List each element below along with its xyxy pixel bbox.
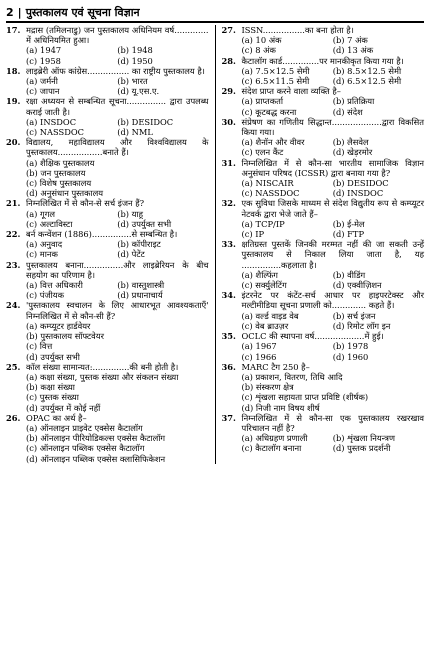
options [242, 311, 425, 331]
option: (c) ऑनलाइन पब्लिक एक्सेस कैटालॉग [26, 443, 145, 454]
question-number: 20. [6, 137, 21, 148]
option: (d) उपर्युक्त सभी [26, 351, 80, 362]
option: (b) 8.5×12.5 सेमी [332, 65, 402, 76]
option: (b) लैसवेल [332, 137, 369, 148]
question-stem [6, 260, 209, 280]
question-stem [222, 362, 425, 372]
question-number: 28. [221, 55, 236, 66]
option: (a) शैल्फिंग [241, 269, 278, 280]
question-item [6, 300, 209, 361]
question-stem [6, 25, 209, 45]
question-stem [6, 198, 209, 208]
question-item [6, 198, 209, 229]
question-columns [6, 25, 424, 464]
question-stem [222, 25, 425, 35]
question-item [6, 96, 209, 137]
option: (c) NASSDOC [241, 188, 300, 199]
question-number: 18. [6, 65, 21, 76]
question-number: 25. [6, 361, 21, 372]
option: (c) 6.5×11.5 सेमी [241, 76, 310, 87]
question-text: विद्यालय, महाविद्यालय और विश्वविद्यालय के पुस्तकालय.................बनाते हैं। [26, 137, 209, 158]
options [26, 76, 209, 96]
option: (d) प्रधानाचार्य [117, 290, 163, 301]
option: (b) कॉपीराइट [117, 239, 161, 250]
option: (b) वास्तुशास्त्री [117, 280, 165, 291]
question-number: 22. [6, 229, 21, 240]
option: (d) 1950 [117, 55, 153, 66]
question-item [6, 66, 209, 97]
question-item [222, 56, 425, 87]
option: (a) INSDOC [26, 116, 77, 127]
option: (a) NISCAIR [241, 178, 294, 189]
question-text: रक्षा अध्ययन से सम्बन्धित सूचना............... द्वारा उपलब्ध कराई जाती है। [26, 96, 209, 117]
question-number: 27. [221, 25, 236, 35]
question-stem [222, 331, 425, 341]
question-number: 23. [6, 259, 21, 270]
option: (b) DESIDOC [332, 178, 389, 189]
question-text: इंटरनेट पर कंटेंट-सर्च आधार पर हाइपरटेक्स्ट और मल्टीमीडिया सूचना प्रणाली को............. कहते हैं। [241, 290, 424, 311]
page-title: पुस्तकालय एवं सूचना विज्ञान [25, 5, 140, 19]
question-item [222, 331, 425, 362]
question-text: 'पुस्तकालय स्वचालन के लिए आधारभूत आवश्यकताएँ' निम्नलिखित में से कौन-सी हैं? [26, 300, 209, 321]
question-text: निम्नलिखित में से कौन-से सर्च इंजन हैं? [26, 198, 145, 209]
option: (a) जर्मनी [26, 76, 58, 87]
option: (b) 7 अंक [332, 35, 368, 46]
option: (a) प्रकाशन, वितरण, तिथि आदि [241, 371, 343, 382]
question-item [222, 117, 425, 158]
options [242, 372, 425, 413]
option: (c) 1966 [241, 351, 277, 362]
question-text: बर्न कन्वेंशन (1886)...............से सम्बन्धित है। [26, 229, 178, 240]
option: (d) खेड़रमोर [332, 147, 373, 158]
question-stem [6, 96, 209, 116]
option: (b) जन पुस्तकालय [26, 167, 86, 178]
question-stem [222, 413, 425, 433]
option: (a) अनुवाद [26, 239, 63, 250]
question-text: मद्रास (तमिलनाडु) जन पुस्तकालय अधिनियम वर्ष............. में अधिनियमित हुआ। [26, 25, 209, 46]
question-stem [222, 158, 425, 178]
option: (b) DESIDOC [117, 116, 174, 127]
option: (c) विशेष पुस्तकालय [26, 178, 92, 189]
option: (a) प्राप्तकर्ता [241, 96, 283, 107]
left-column [6, 25, 215, 464]
options [26, 280, 209, 300]
option: (b) भारत [117, 76, 148, 87]
question-text: OCLC की स्थापना वर्ष...................में हुई। [241, 331, 384, 342]
question-item [222, 413, 425, 454]
question-item [6, 362, 209, 413]
option: (d) 1960 [332, 351, 369, 362]
option: (c) IP [241, 229, 265, 240]
option: (b) संस्करण क्षेत्र [241, 382, 294, 393]
option: (d) रिमोट लॉग इन [332, 320, 391, 331]
option: (c) वित्त [26, 341, 53, 352]
header-separator: | [17, 5, 22, 19]
options [26, 372, 209, 413]
question-number: 35. [221, 331, 236, 342]
question-stem [222, 86, 425, 96]
right-column [215, 25, 425, 464]
question-item [6, 260, 209, 301]
question-item [222, 239, 425, 290]
question-number: 32. [221, 198, 236, 209]
option: (a) वित्त अधिकारी [26, 280, 83, 291]
option: (c) एलन कैंट [241, 147, 284, 158]
option: (b) 1978 [332, 341, 369, 352]
question-item [6, 413, 209, 464]
option: (c) पंजीयक [26, 290, 64, 301]
option: (d) FTP [332, 229, 365, 240]
options [242, 270, 425, 290]
option: (b) ई-मेल [332, 218, 365, 229]
option: (d) 13 अंक [332, 45, 374, 56]
question-text: ISSN................का बना होता है। [241, 25, 354, 35]
question-stem [222, 56, 425, 66]
question-stem [6, 66, 209, 76]
option: (c) पुस्तक संख्या [26, 392, 79, 403]
options [242, 137, 425, 157]
question-stem [6, 413, 209, 423]
option: (c) 8 अंक [241, 45, 276, 56]
options [242, 433, 425, 453]
option: (d) 6.5×12.5 सेमी [332, 76, 402, 87]
options [242, 35, 425, 55]
question-number: 36. [221, 361, 236, 372]
option: (c) 1958 [26, 55, 61, 66]
option: (c) शृंखला सहायता प्राप्त प्रविष्टि (शीर्षक) [241, 392, 369, 403]
option: (c) कैटालॉग बनाना [241, 443, 302, 454]
header-rule [6, 21, 424, 23]
question-item [222, 158, 425, 199]
question-text: OPAC का अर्थ है– [26, 412, 87, 423]
question-item [222, 290, 425, 331]
option: (d) यू.एस.ए. [117, 86, 160, 97]
option: (b) याहू [117, 208, 144, 219]
question-text: MARC टैग 250 है– [241, 361, 310, 372]
question-number: 29. [221, 86, 236, 97]
option: (c) वेब ब्राउज़र [241, 320, 289, 331]
option: (d) एक्वीज़िशन [332, 280, 382, 291]
option: (a) वर्ल्ड वाइड वेब [241, 310, 299, 321]
question-item [222, 198, 425, 239]
option: (a) शैनॉन और वीवर [241, 137, 305, 148]
question-number: 33. [221, 239, 236, 250]
question-stem [6, 229, 209, 239]
question-number: 24. [6, 300, 21, 311]
question-text: कैटालॉग कार्ड..............पर मानकीकृत किया गया है। [241, 55, 404, 66]
options [26, 423, 209, 464]
option: (c) NASSDOC [26, 127, 85, 138]
options [26, 209, 209, 229]
options [242, 178, 425, 198]
option: (a) 1947 [26, 45, 62, 56]
option: (a) 10 अंक [241, 35, 282, 46]
question-item [6, 229, 209, 260]
option: (b) पुस्तकालय सॉफ्टवेयर [26, 331, 104, 342]
option: (d) उपर्युक्त सभी [117, 218, 172, 229]
question-stem [6, 362, 209, 372]
options [26, 321, 209, 362]
question-item [222, 25, 425, 56]
option: (c) मानक [26, 249, 58, 260]
question-number: 21. [6, 198, 21, 209]
option: (a) कक्षा संख्या, पुस्तक संख्या और संकलन संख्या [26, 371, 179, 382]
question-stem [222, 198, 425, 218]
options [242, 341, 425, 361]
option: (b) कक्षा संख्या [26, 382, 75, 393]
question-text: कॉल संख्या सामान्यत:..............की बनी होती है। [26, 361, 179, 372]
question-item [222, 86, 425, 117]
question-stem [222, 239, 425, 270]
options [26, 117, 209, 137]
options [26, 45, 209, 65]
options [26, 239, 209, 259]
question-item [222, 362, 425, 413]
option: (d) उपर्युक्त में कोई नहीं [26, 402, 101, 413]
option: (a) ऑनलाइन प्राइवेट एक्सेस कैटालॉग [26, 422, 143, 433]
options [26, 158, 209, 199]
option: (b) शृंखला नियन्त्रण [332, 433, 395, 444]
option: (b) सर्च इंजन [332, 310, 376, 321]
question-stem [222, 290, 425, 310]
option: (a) शैक्षिक पुस्तकालय [26, 157, 95, 168]
question-stem [6, 137, 209, 157]
options [242, 219, 425, 239]
option: (c) जापान [26, 86, 60, 97]
question-number: 37. [221, 412, 236, 423]
question-text: निम्नलिखित में से कौन-सा भारतीय सामाजिक विज्ञान अनुसंधान परिषद (ICSSR) द्वारा बनाया गया है? [241, 157, 424, 178]
question-stem [6, 300, 209, 320]
option: (c) कूटबद्ध करना [241, 106, 297, 117]
question-stem [222, 117, 425, 137]
question-text: संदेश प्राप्त करने वाला व्यक्ति है– [241, 86, 341, 97]
option: (a) गूगल [26, 208, 56, 219]
option: (d) अनुसंधान पुस्तकालय [26, 188, 104, 199]
question-text: एक सुविधा जिसके माध्यम से संदेश विद्युतीय रूप से कम्प्यूटर नेटवर्क द्वारा भेजे जाते हैं– [241, 198, 424, 219]
option: (a) कम्प्यूटर हार्डवेयर [26, 320, 91, 331]
option: (d) INSDOC [332, 188, 384, 199]
question-number: 19. [6, 96, 21, 107]
option: (a) 7.5×12.5 सेमी [241, 65, 310, 76]
question-text: निम्नलिखित में से कौन-सा एक पुस्तकालय रखरखाव परिचालन नहीं है? [241, 412, 424, 433]
option: (d) पुस्तक प्रदर्शनी [332, 443, 391, 454]
question-text: संप्रेषण का गणितीय सिद्धान्त...................द्वारा विकसित किया गया। [241, 116, 424, 138]
option: (c) अल्टाविस्टा [26, 218, 73, 229]
question-text: लाइब्रेरी ऑफ कांग्रेस................ का राष्ट्रीय पुस्तकालय है। [26, 65, 205, 76]
question-item [6, 25, 209, 66]
option: (d) ऑनलाइन पब्लिक एक्सेस क्लासिफिकेशन [26, 453, 166, 464]
option: (d) निजी नाम विषय शीर्ष [241, 402, 320, 413]
options [242, 66, 425, 86]
option: (b) 1948 [117, 45, 153, 56]
options [242, 96, 425, 116]
option: (b) प्रतिक्रिया [332, 96, 375, 107]
page-header [6, 4, 424, 20]
option: (b) वीडिंग [332, 269, 366, 280]
option: (a) TCP/IP [241, 218, 285, 229]
question-number: 26. [6, 412, 21, 423]
question-text: क्षतिग्रस्त पुस्तकें जिनकी मरम्मत नहीं की जा सकती उन्हें पुस्तकालय से निकाल लिया जाता है, यह ...............कहलाता है। [241, 239, 424, 270]
option: (d) NML [117, 127, 153, 138]
option: (a) 1967 [241, 341, 277, 352]
option: (a) अधिग्रहण प्रणाली [241, 433, 308, 444]
page-number: 2 [6, 5, 14, 19]
option: (b) ऑनलाइन पीरियोडिकल्स एक्सेस कैटालॉग [26, 433, 166, 444]
question-number: 17. [6, 25, 21, 35]
question-number: 30. [221, 116, 236, 127]
option: (c) सर्क्युलेटिंग [241, 280, 287, 291]
question-number: 34. [221, 290, 236, 301]
option: (d) पेटेंट [117, 249, 145, 260]
question-number: 31. [221, 157, 236, 168]
option: (d) संदेश [332, 106, 363, 117]
question-item [6, 137, 209, 198]
question-text: पुस्तकालय बनाना...............और लाइब्रेरियन के बीच सहयोग का परिणाम है। [26, 259, 209, 280]
